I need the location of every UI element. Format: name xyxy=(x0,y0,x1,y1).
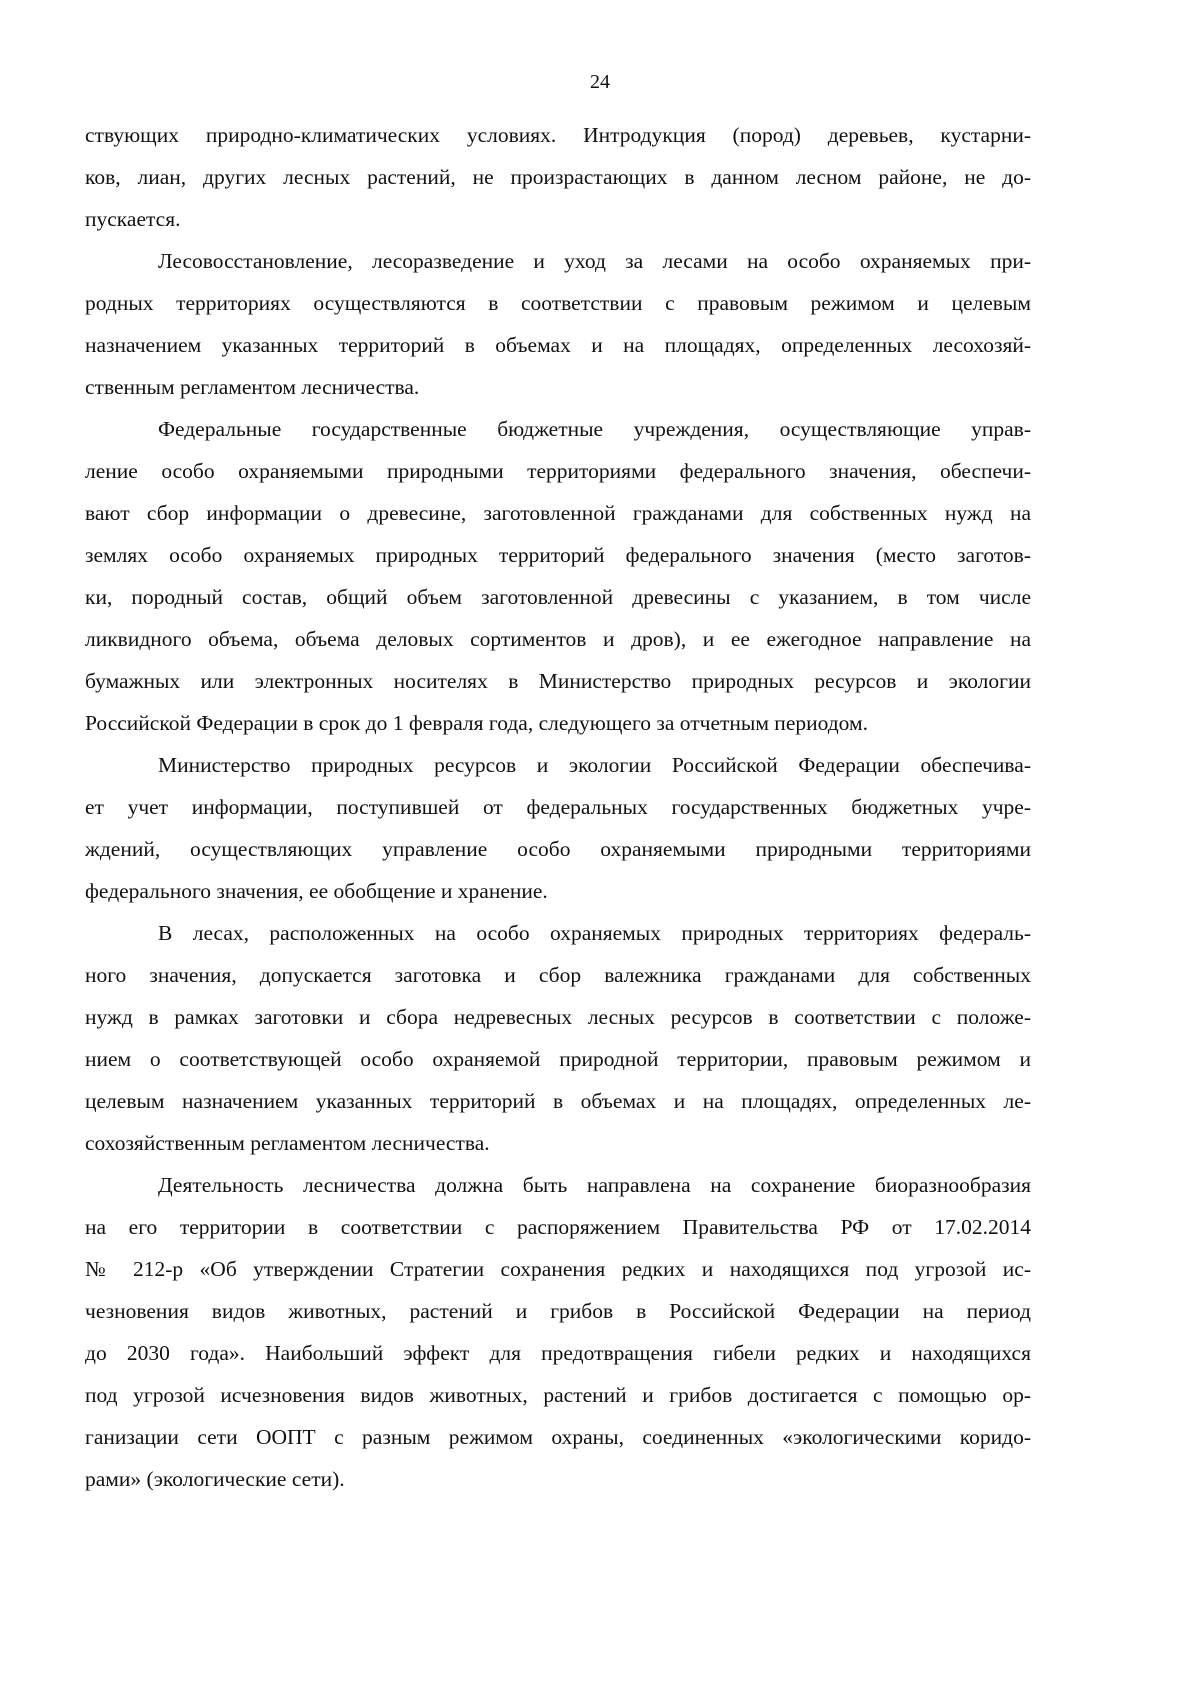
text-line: ки, породный состав, общий объем заготовленной древесины с указанием, в том числе xyxy=(85,585,1031,609)
text-line: Российской Федерации в срок до 1 февраля года, следующего за отчетным периодом. xyxy=(85,711,869,735)
text-line: пускается. xyxy=(85,207,181,231)
paragraph xyxy=(85,1164,1031,1500)
text-line: ликвидного объема, объема деловых сортиментов и дров), и ее ежегодное направление на xyxy=(85,627,1031,651)
text-line: Федеральные государственные бюджетные учреждения, осуществляющие управ- xyxy=(158,417,1031,441)
text-line: Министерство природных ресурсов и экологии Российской Федерации обеспечива- xyxy=(158,753,1031,777)
paragraph xyxy=(85,114,1031,240)
paragraph xyxy=(85,744,1031,912)
text-line: Деятельность лесничества должна быть направлена на сохранение биоразнообразия xyxy=(158,1173,1031,1197)
text-line: ждений, осуществляющих управление особо охраняемыми природными территориями xyxy=(85,837,1031,861)
text-line: федерального значения, ее обобщение и хранение. xyxy=(85,879,548,903)
text-line: на его территории в соответствии с распоряжением Правительства РФ от 17.02.2014 xyxy=(85,1215,1031,1239)
paragraph xyxy=(85,240,1031,408)
document-body xyxy=(85,114,1031,1500)
text-line: родных территориях осуществляются в соответствии с правовым режимом и целевым xyxy=(85,291,1031,315)
paragraph xyxy=(85,408,1031,744)
text-line: ного значения, допускается заготовка и сбор валежника гражданами для собственных xyxy=(85,963,1031,987)
text-line: Лесовосстановление, лесоразведение и уход за лесами на особо охраняемых при- xyxy=(158,249,1031,273)
text-line: ков, лиан, других лесных растений, не произрастающих в данном лесном районе, не до- xyxy=(85,165,1031,189)
text-line: землях особо охраняемых природных территорий федерального значения (место заготов- xyxy=(85,543,1031,567)
text-line: нужд в рамках заготовки и сбора недревесных лесных ресурсов в соответствии с положе- xyxy=(85,1005,1031,1029)
text-line: № 212-р «Об утверждении Стратегии сохранения редких и находящихся под угрозой ис- xyxy=(85,1257,1031,1281)
page-number: 24 xyxy=(590,71,610,93)
text-line: назначением указанных территорий в объемах и на площадях, определенных лесохозяй- xyxy=(85,333,1031,357)
paragraph xyxy=(85,912,1031,1164)
text-line: чезновения видов животных, растений и грибов в Российской Федерации на период xyxy=(85,1299,1031,1323)
text-line: ет учет информации, поступившей от федеральных государственных бюджетных учре- xyxy=(85,795,1031,819)
text-line: бумажных или электронных носителях в Министерство природных ресурсов и экологии xyxy=(85,669,1031,693)
text-line: вают сбор информации о древесине, заготовленной гражданами для собственных нужд на xyxy=(85,501,1031,525)
text-line: ганизации сети ООПТ с разным режимом охраны, соединенных «экологическими коридо- xyxy=(85,1425,1031,1449)
text-line: до 2030 года». Наибольший эффект для предотвращения гибели редких и находящихся xyxy=(85,1341,1031,1365)
text-line: рами» (экологические сети). xyxy=(85,1467,345,1491)
text-line: сохозяйственным регламентом лесничества. xyxy=(85,1131,490,1155)
text-line: ственным регламентом лесничества. xyxy=(85,375,420,399)
text-line: целевым назначением указанных территорий в объемах и на площадях, определенных ле- xyxy=(85,1089,1031,1113)
text-line: нием о соответствующей особо охраняемой природной территории, правовым режимом и xyxy=(85,1047,1031,1071)
text-line: под угрозой исчезновения видов животных, растений и грибов достигается с помощью ор- xyxy=(85,1383,1031,1407)
text-line: ствующих природно-климатических условиях. Интродукция (пород) деревьев, кустарни- xyxy=(85,123,1031,147)
text-line: В лесах, расположенных на особо охраняемых природных территориях федераль- xyxy=(158,921,1031,945)
text-line: ление особо охраняемыми природными территориями федерального значения, обеспечи- xyxy=(85,459,1031,483)
